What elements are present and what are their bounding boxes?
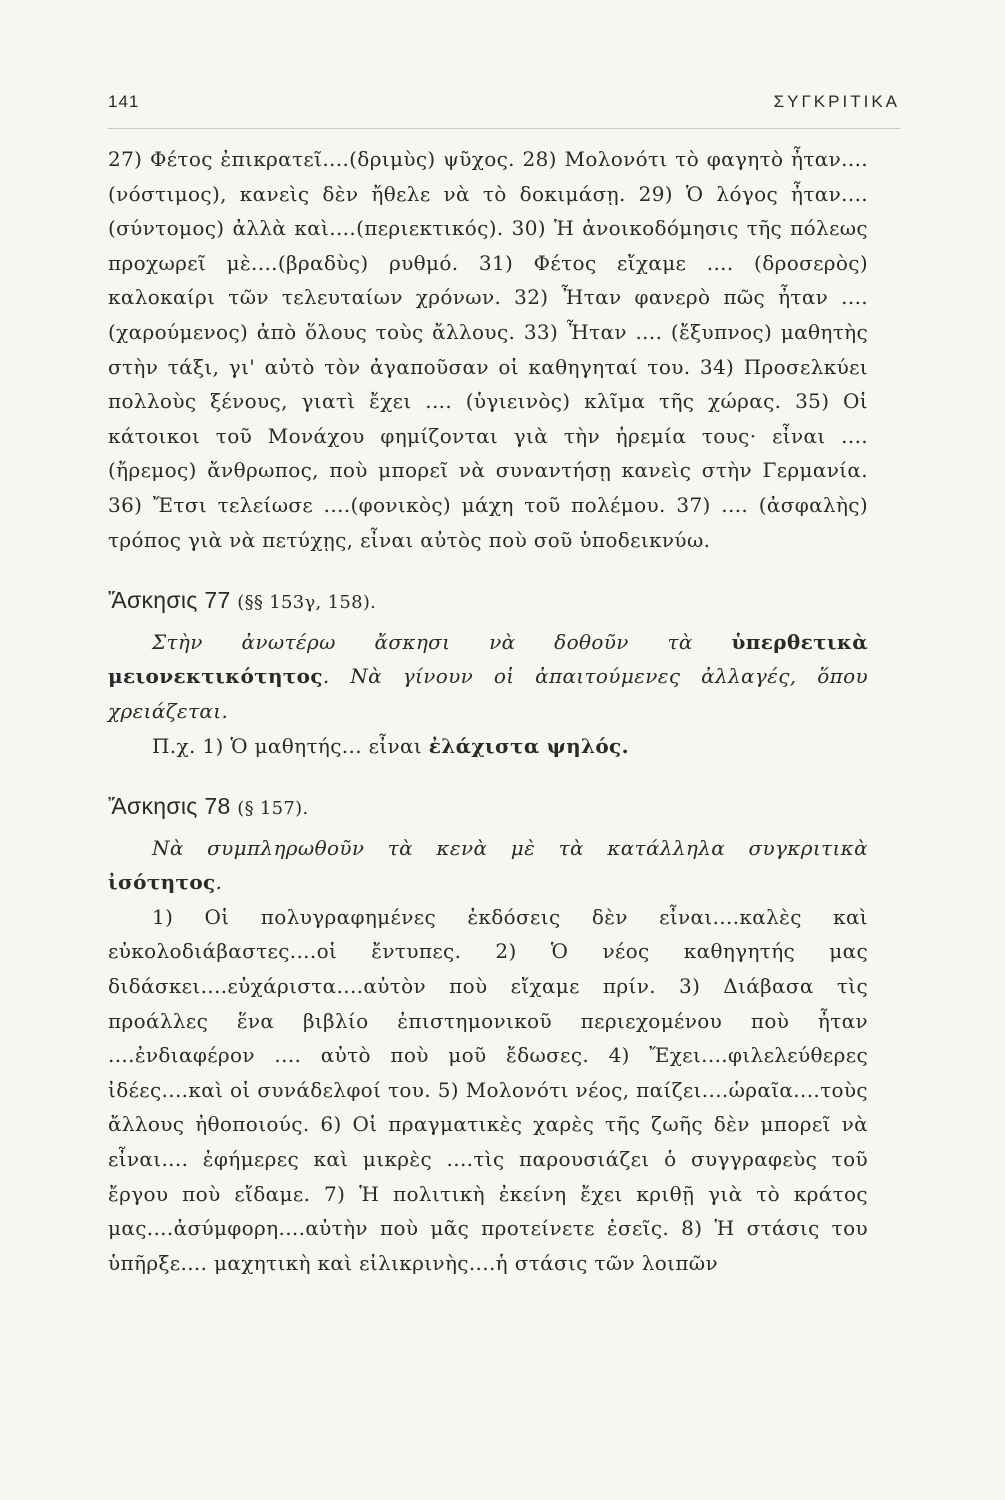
instruction-text-2: . Νὰ γίνουν οἱ ἀπαιτούμενες ἀλλαγές, ὅπου χρειάζεται. [108,664,868,723]
instruction-text: Νὰ συμπληρωθοῦν τὰ κενὰ μὲ τὰ κατάλληλα συγκριτικὰ [152,835,868,860]
exercise-78-ref: (§ 157). [237,798,309,820]
page-header [108,92,900,112]
body-text [108,142,868,1280]
exercise-77-title: Ἄσκησις 77 [108,587,231,614]
exercise-77-example [108,729,868,764]
instruction-emphasis: ὑπερθετικὰ μειονεκτικότητος [108,629,868,689]
exercise-77-instruction [108,625,868,729]
exercise-78-heading [108,789,868,827]
page-number: 141 [108,92,140,111]
instruction-text: Στὴν ἀνωτέρω ἄσκησι νὰ δοθοῦν τὰ [152,629,732,654]
example-emphasis: ἐλάχιστα ψηλός. [428,733,629,758]
instruction-emphasis: ἰσότητος [108,870,216,895]
exercise-78-items: 1) Οἱ πολυγραφημένες ἐκδόσεις δὲν εἶναι....καλὲς καὶ εὐκολοδιάβαστες....οἱ ἔντυπες. 2) Ὁ νέος καθηγητής μας διδάσκει....εὐχάριστα....αὐτὸν ποὺ εἴχαμε πρίν. 3) Διάβασα τὶς προάλλες ἕνα βιβλίο ἐπιστημονικοῦ περιεχομένου ποὺ ἦταν ....ἐνδιαφέρον .... αὐτὸ ποὺ μοῦ ἔδωσες. 4) Ἔχει....φιλελεύθερες ἰδέες....καὶ οἱ συνάδελφοί του. 5) Μολονότι νέος, παίζει....ὡραῖα....τοὺς ἄλλους ἠθοποιούς. 6) Οἱ πραγματικὲς χαρὲς τῆς ζωῆς δὲν μπορεῖ νὰ εἶναι.... ἐφήμερες καὶ μικρὲς ....τὶς παρουσιάζει ὁ συγγραφεὺς τοῦ ἔργου ποὺ εἴδαμε. 7) Ἡ πολιτικὴ ἐκείνη ἔχει κριθῇ γιὰ τὸ κράτος μας....ἀσύμφορη....αὐτὴν ποὺ μᾶς προτείνετε ἐσεῖς. 8) Ἡ στάσις του ὑπῆρξε.... μαχητικὴ καὶ εἰλικρινὴς....ἡ στάσις τῶν λοιπῶν [108,904,868,1275]
exercise-78-instruction [108,831,868,900]
exercise-78-title: Ἄσκησις 78 [108,793,231,820]
running-title: ΣΥΓΚΡΙΤΙΚΑ [773,92,900,111]
instruction-end: . [215,870,223,895]
exercise-77-ref: (§§ 153γ, 158). [237,592,377,614]
example-text: Π.χ. 1) Ὁ μαθητής... εἶναι [152,733,429,758]
header-rule [108,128,900,129]
exercise-77-heading [108,583,868,621]
exercise-items-27-37: 27) Φέτος ἐπικρατεῖ....(δριμὺς) ψῦχος. 28) Μολονότι τὸ φαγητὸ ἦταν....(νόστιμος), κανεὶς δὲν ἤθελε νὰ τὸ δοκιμάσῃ. 29) Ὁ λόγος ἦταν....(σύντομος) ἀλλὰ καὶ....(περιεκτικός). 30) Ἡ ἀνοικοδόμησις τῆς πόλεως προχωρεῖ μὲ....(βραδὺς) ρυθμό. 31) Φέτος εἴχαμε .... (δροσερὸς) καλοκαίρι τῶν τελευταίων χρόνων. 32) Ἦταν φανερὸ πῶς ἦταν .... (χαρούμενος) ἀπὸ ὅλους τοὺς ἄλλους. 33) Ἦταν .... (ἔξυπνος) μαθητὴς στὴν τάξι, γι' αὐτὸ τὸν ἀγαποῦσαν οἱ καθηγηταί του. 34) Προσελκύει πολλοὺς ξένους, γιατὶ ἔχει .... (ὑγιεινὸς) κλῖμα τῆς χώρας. 35) Οἱ κάτοικοι τοῦ Μονάχου φημίζονται γιὰ τὴν ἠρεμία τους· εἶναι .... (ἤρεμος) ἄνθρωπος, ποὺ μπορεῖ νὰ συναντήσῃ κανεὶς στὴν Γερμανία. 36) Ἔτσι τελείωσε ....(φονικὸς) μάχη τοῦ πολέμου. 37) .... (ἀσφαλὴς) τρόπος γιὰ νὰ πετύχῃς, εἶναι αὐτὸς ποὺ σοῦ ὑποδεικνύω. [108,147,868,552]
